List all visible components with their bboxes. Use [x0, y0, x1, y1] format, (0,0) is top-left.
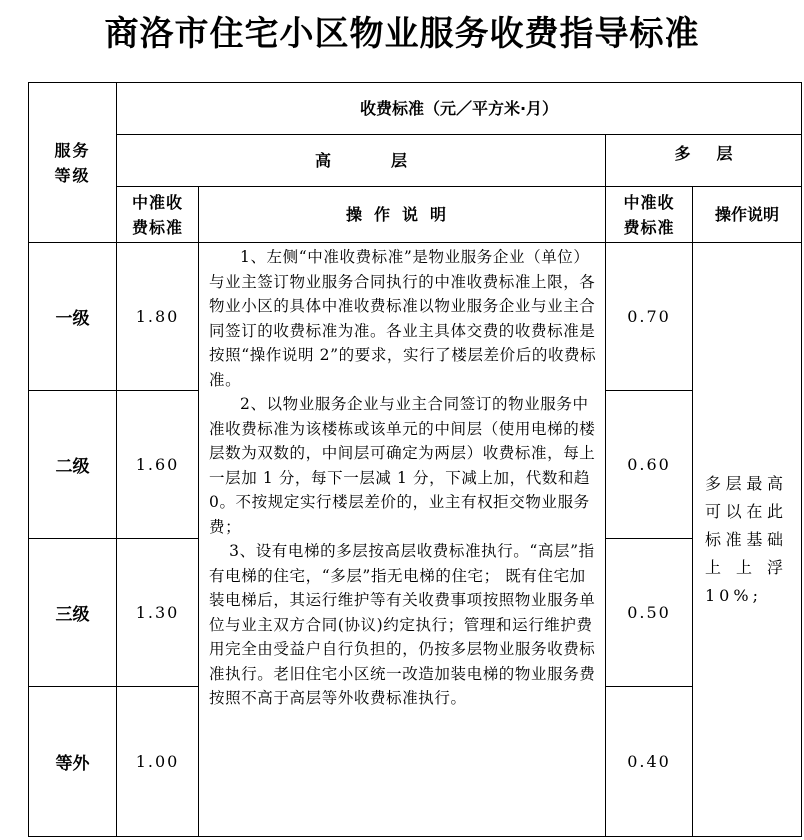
multi-mid-fee-header: 中准收 费标准	[606, 187, 693, 243]
multi-fee-cell: 0.50	[606, 539, 693, 687]
multi-instructions-header: 操作说明	[693, 187, 802, 243]
high-fee-cell: 1.00	[117, 687, 199, 837]
multi-fee-cell: 0.70	[606, 243, 693, 391]
table-row	[29, 243, 802, 391]
multi-fee-cell: 0.40	[606, 687, 693, 837]
high-instructions-header: 操作说明	[199, 187, 606, 243]
high-rise-header: 高层	[117, 135, 606, 187]
multi-fee-cell: 0.60	[606, 391, 693, 539]
grade-header: 服务 等级	[29, 83, 117, 243]
grade-cell: 三级	[29, 539, 117, 687]
grade-cell: 等外	[29, 687, 117, 837]
fee-standard-table	[28, 82, 802, 837]
high-instructions-cell	[199, 243, 606, 837]
grade-cell: 二级	[29, 391, 117, 539]
multi-instructions-cell: 多层最高可以在此标准基础上上浮10%;	[693, 243, 802, 837]
instruction-paragraph: 2、以物业服务企业与业主合同签订的物业服务中准收费标准为该楼栋或该单元的中间层（使用电梯的楼层数为双数的，中间层可确定为两层）收费标准，每上一层加 1 分，每下一层减 1 分，下减上加，代数和趋 0。不按规定实行楼层差价的，业主有权拒交物业服务费；	[209, 395, 596, 536]
high-fee-cell: 1.30	[117, 539, 199, 687]
high-mid-fee-header: 中准收 费标准	[117, 187, 199, 243]
instruction-paragraph: 3、设有电梯的多层按高层收费标准执行。“高层”指有电梯的住宅，“多层”指无电梯的住宅； 既有住宅加装电梯后，其运行维护等有关收费事项按照物业服务单位与业主双方合同(协议)约定执行；管理和运行维护费用完全由受益户自行负担的，仍按多层物业服务收费标准执行。老旧住宅小区统一改造加装电梯的物业服务费按照不高于高层等外收费标准执行。	[209, 542, 596, 707]
grade-cell: 一级	[29, 243, 117, 391]
fee-standard-header: 收费标准（元／平方米·月）	[117, 83, 802, 135]
high-fee-cell: 1.60	[117, 391, 199, 539]
high-fee-cell: 1.80	[117, 243, 199, 391]
multi-story-header: 多层	[606, 135, 802, 187]
page-title: 商洛市住宅小区物业服务收费指导标准	[104, 14, 700, 54]
instruction-paragraph: 1、左侧“中准收费标准”是物业服务企业（单位）与业主签订物业服务合同执行的中准收费标准上限，各物业小区的具体中准收费标准以物业服务企业与业主合同签订的收费标准为准。各业主具体交费的收费标准是按照“操作说明 2”的要求，实行了楼层差价后的收费标准。	[209, 248, 597, 389]
